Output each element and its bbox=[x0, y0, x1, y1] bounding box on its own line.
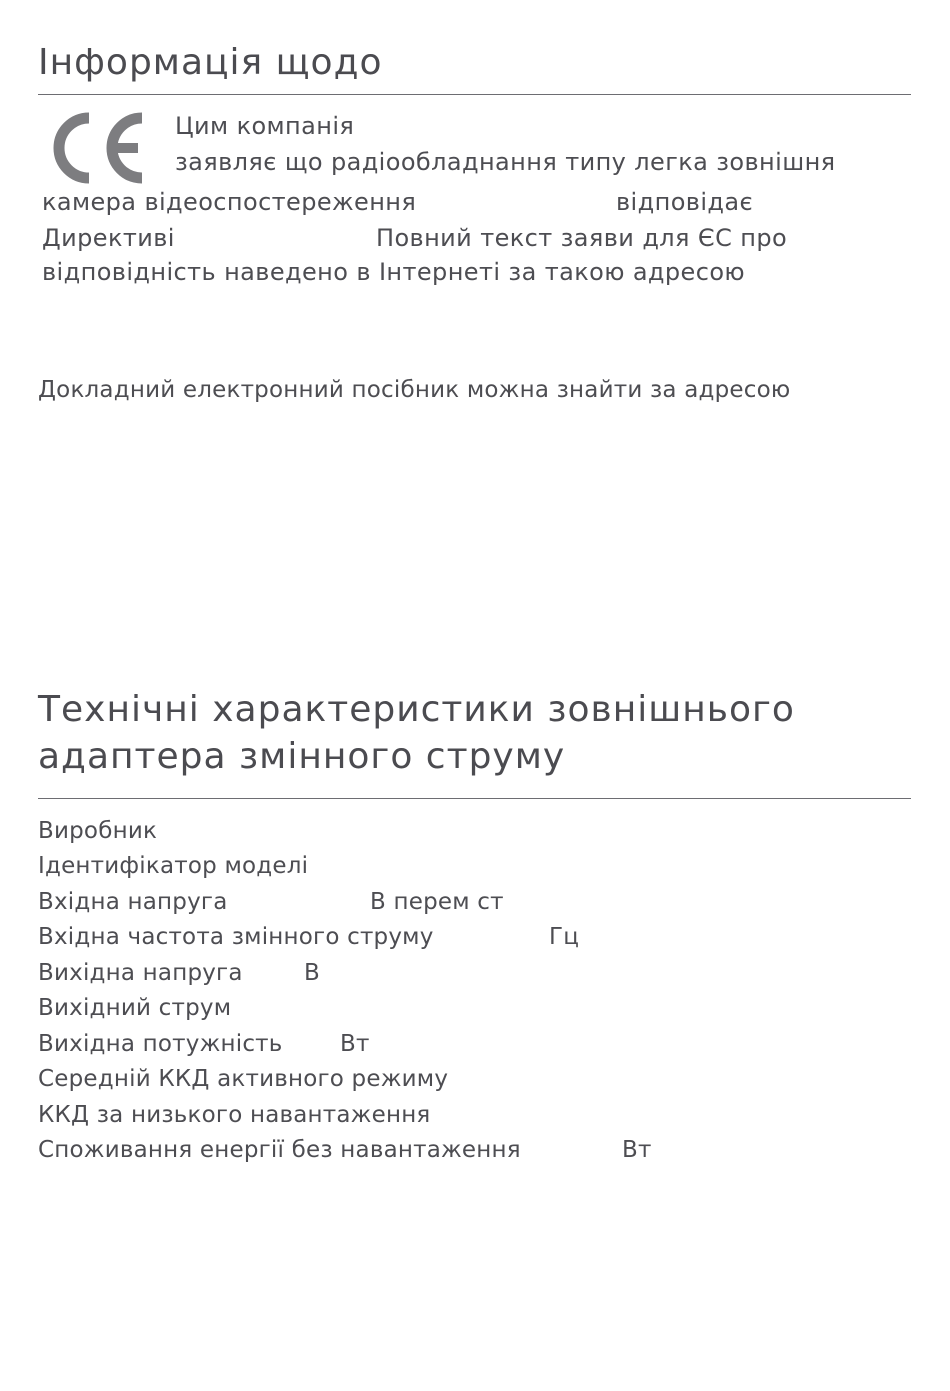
spec-unit: В перем ст bbox=[370, 889, 504, 915]
spec-label: Вихідна напруга bbox=[38, 960, 243, 986]
ce-mark-icon bbox=[46, 112, 146, 184]
section-title-adapter-specs-line2: адаптера змінного струму bbox=[38, 736, 566, 777]
ce-text-line: Директиві bbox=[42, 224, 175, 252]
spec-label: Вхідна напруга bbox=[38, 889, 228, 915]
section-divider bbox=[38, 798, 911, 799]
spec-label: Вихідний струм bbox=[38, 995, 232, 1021]
spec-label: Ідентифікатор моделі bbox=[38, 853, 309, 879]
spec-label: Вихідна потужність bbox=[38, 1031, 283, 1057]
section-divider bbox=[38, 94, 911, 95]
spec-label: Середній ККД активного режиму bbox=[38, 1066, 449, 1092]
spec-unit: Гц bbox=[549, 924, 580, 950]
manual-reference-text: Докладний електронний посібник можна знайти за адресою bbox=[38, 377, 791, 403]
ce-text-line: Цим компанія bbox=[175, 112, 355, 140]
section-title-ce-info: Інформація щодо bbox=[38, 42, 383, 83]
spec-label: ККД за низького навантаження bbox=[38, 1102, 431, 1128]
ce-text-line: заявляє що радіообладнання типу легка зовнішня bbox=[175, 148, 836, 176]
spec-unit: В bbox=[304, 960, 320, 986]
section-title-adapter-specs: Технічні характеристики зовнішнього bbox=[38, 689, 795, 730]
spec-label: Споживання енергії без навантаження bbox=[38, 1137, 521, 1163]
ce-text-line: відповідає bbox=[616, 188, 754, 216]
ce-text-line: Повний текст заяви для ЄС про bbox=[376, 224, 788, 252]
spec-unit: Вт bbox=[622, 1137, 652, 1163]
spec-label: Виробник bbox=[38, 818, 158, 844]
ce-text-line: камера відеоспостереження bbox=[42, 188, 417, 216]
ce-text-line: відповідність наведено в Інтернеті за такою адресою bbox=[42, 258, 746, 286]
spec-unit: Вт bbox=[340, 1031, 370, 1057]
spec-label: Вхідна частота змінного струму bbox=[38, 924, 434, 950]
